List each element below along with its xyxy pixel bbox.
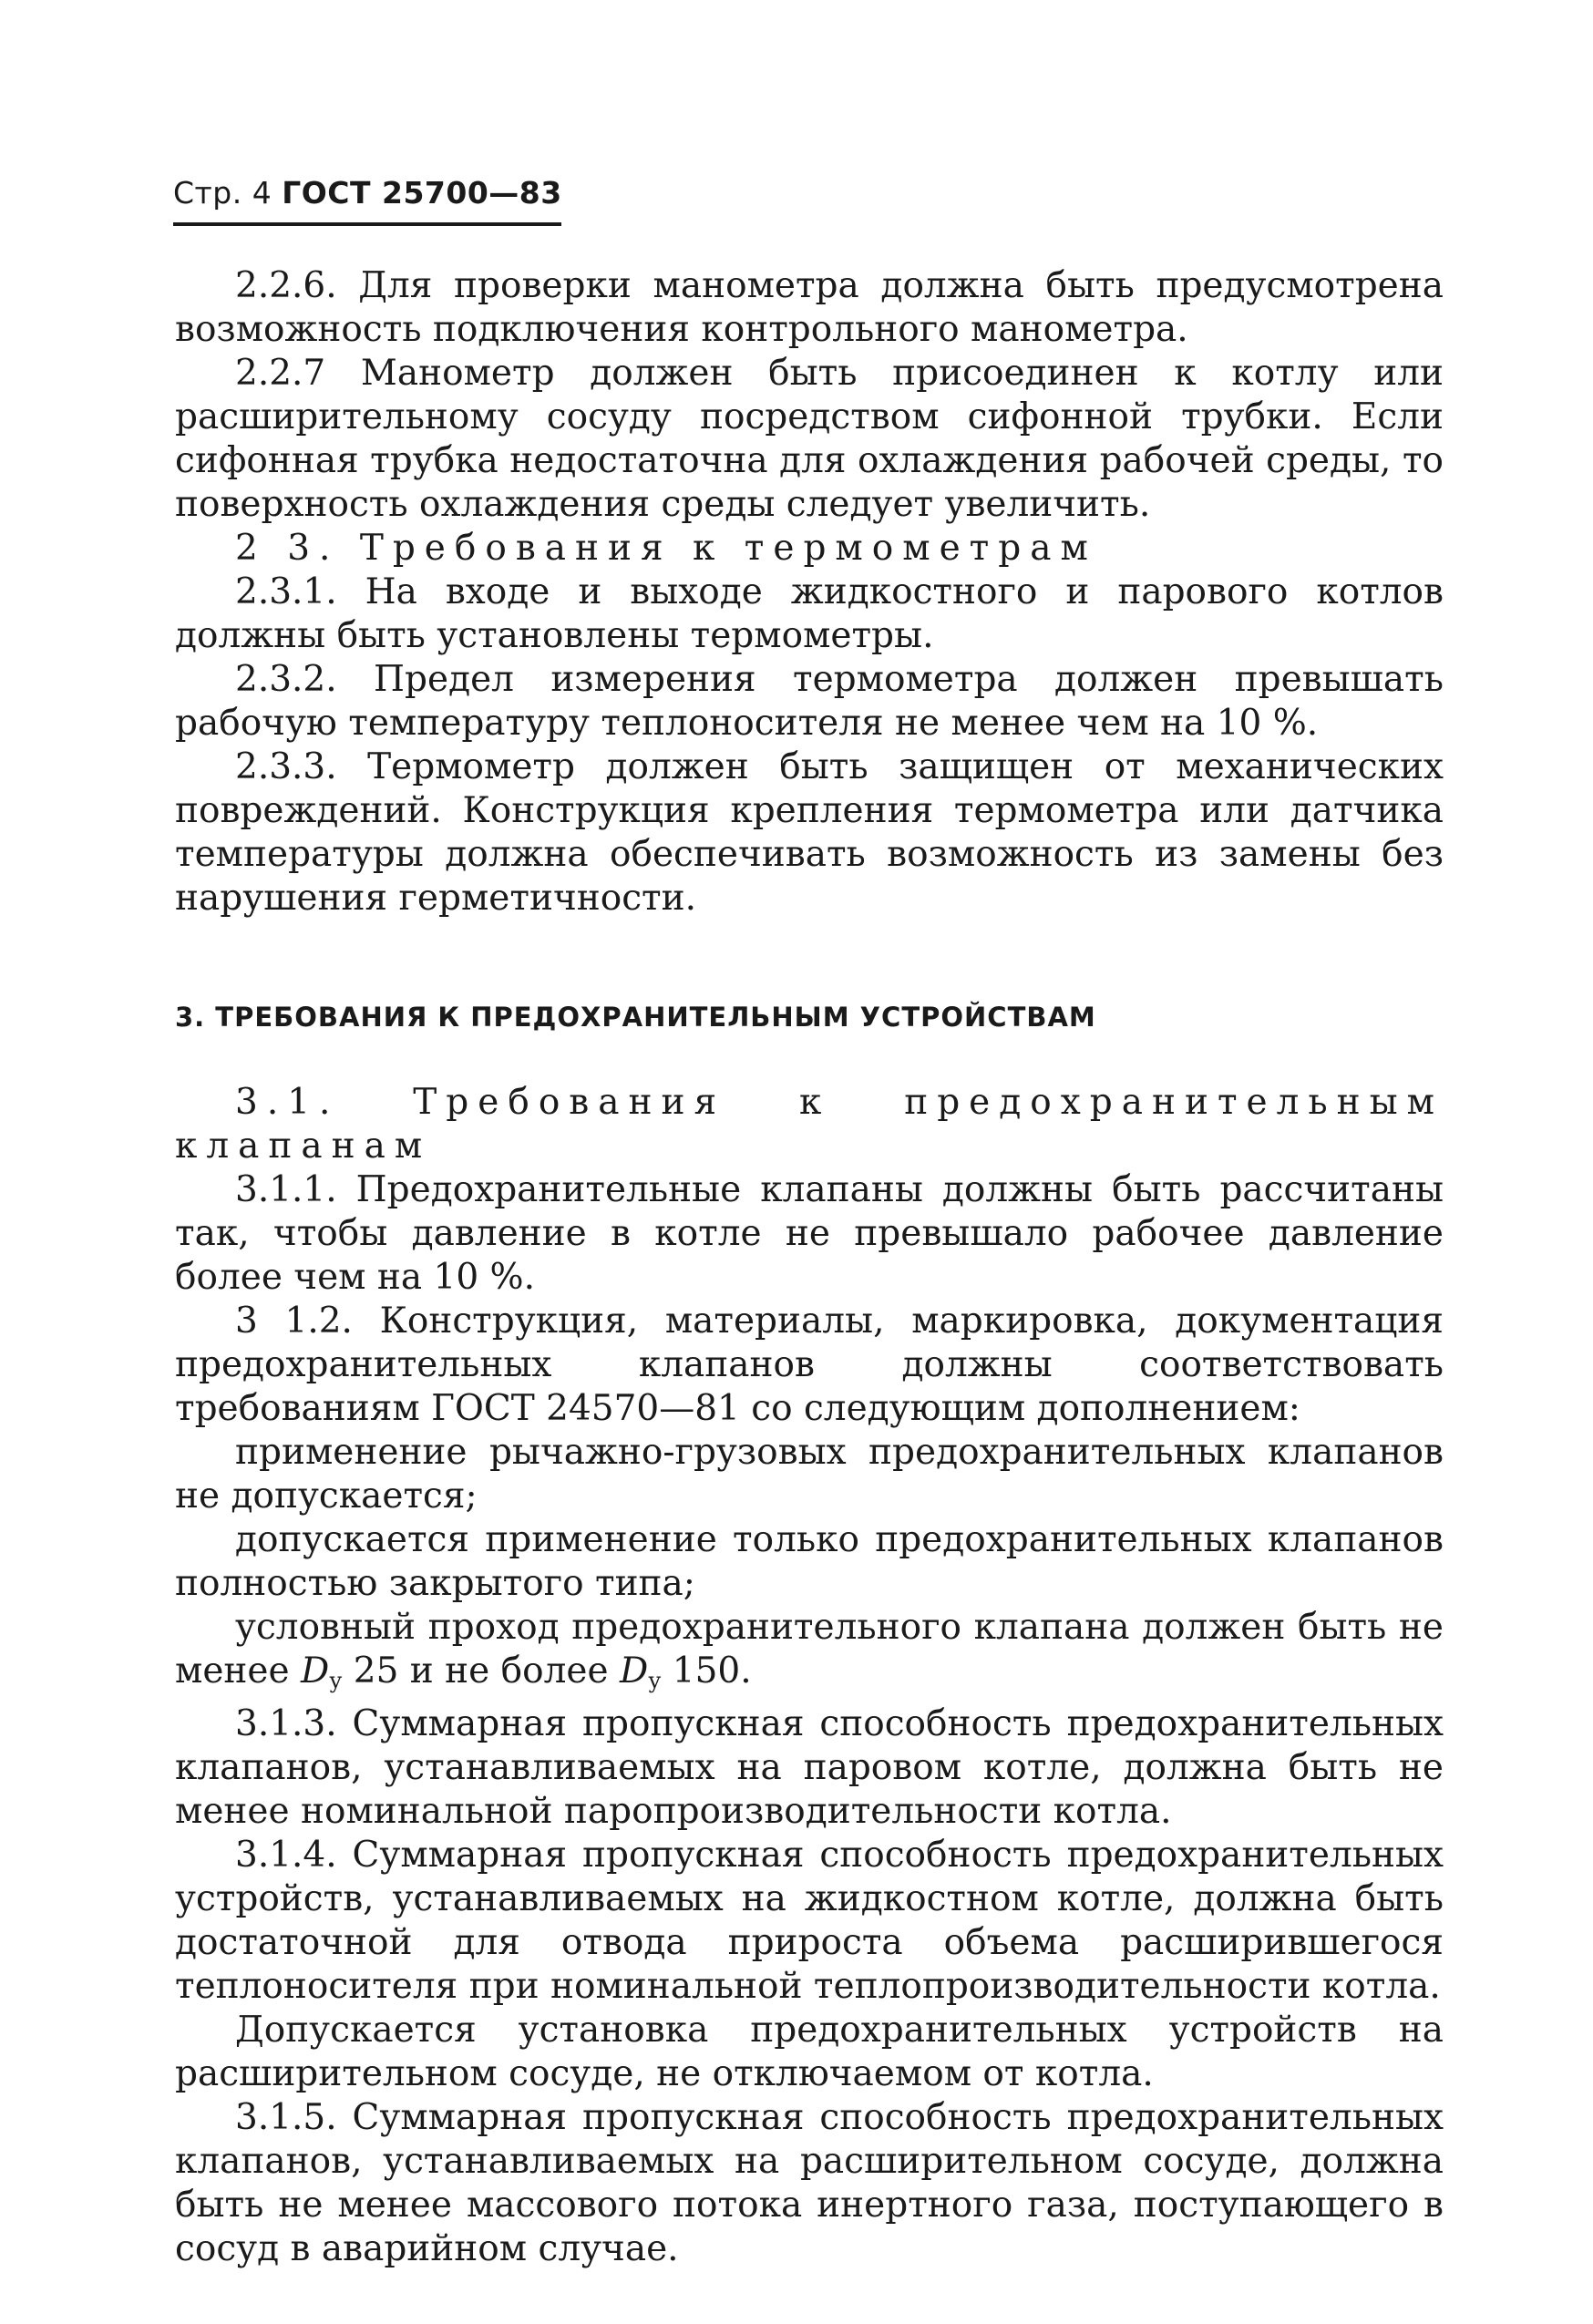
paragraph-3-1-4-addendum: Допускается установка предохранительных устройств на расширительном сосуде, не отключаемом от котла. xyxy=(175,2010,1444,2094)
paragraph-3-1-1: 3.1.1. Предохранительные клапаны должны быть рассчитаны так, чтобы давление в котле не превышало рабочее давление более чем на 10 %. xyxy=(175,1169,1444,1298)
running-head xyxy=(173,175,562,211)
paragraph-2-2-6: 2.2.6. Для проверки манометра должна быть предусмотрена возможность подключения контрольного манометра. xyxy=(175,265,1444,350)
paragraph-3-1-2: 3 1.2. Конструкция, материалы, маркировка, документация предохранительных клапанов должны соответствовать требованиям ГОСТ 24570—81 со следующим дополнением: xyxy=(175,1301,1444,1429)
item-c-text-3: 150. xyxy=(661,1650,752,1692)
subsection-heading-2-3: 2 3. Требования к термометрам xyxy=(235,528,1097,569)
item-c-text-2: 25 и не более xyxy=(342,1650,620,1692)
subsection-heading-3-1: 3.1. Требования к предохранительным клапанам xyxy=(175,1082,1444,1167)
nominal-diameter-subscript: у xyxy=(648,1668,662,1693)
page-number-label: Стр. 4 xyxy=(173,175,272,211)
paragraph-3-1-2-item-b: допускается применение только предохранительных клапанов полностью закрытого типа; xyxy=(175,1519,1444,1604)
paragraph-3-1-2-item-a: применение рычажно-грузовых предохранительных клапанов не допускается; xyxy=(175,1432,1444,1517)
nominal-diameter-symbol: D xyxy=(300,1650,330,1692)
paragraph-2-2-7: 2.2.7 Манометр должен быть присоединен к котлу или расширительному сосуду посредством сифонной трубки. Если сифонная трубка недостаточна для охлаждения рабочей среды, то поверхность охлаждения среды следует увеличить. xyxy=(175,353,1444,525)
nominal-diameter-subscript: у xyxy=(329,1668,343,1693)
paragraph-3-1-2-item-c xyxy=(175,1606,1444,1702)
header-rule xyxy=(173,222,561,226)
item-c-text-1: условный проход предохранительного клапана должен быть не менее xyxy=(175,1607,1444,1692)
nominal-diameter-symbol: D xyxy=(619,1650,649,1692)
document-body xyxy=(175,264,1444,2271)
paragraph-3-1-5: 3.1.5. Суммарная пропускная способность предохранительных клапанов, устанавливаемых на расширительном сосуде, должна быть не менее массового потока инертного газа, поступающего в сосуд в аварийном случае. xyxy=(175,2097,1444,2269)
paragraph-3-1-4: 3.1.4. Суммарная пропускная способность предохранительных устройств, устанавливаемых на жидкостном котле, должна быть достаточной для отвода прироста объема расширившегося теплоносителя при номинальной теплопроизводительности котла. xyxy=(175,1835,1444,2007)
paragraph-2-3-3: 2.3.3. Термометр должен быть защищен от механических повреждений. Конструкция крепления термометра или датчика температуры должна обеспечивать возможность из замены без нарушения герметичности. xyxy=(175,746,1444,919)
paragraph-2-3-2: 2.3.2. Предел измерения термометра должен превышать рабочую температуру теплоносителя не менее чем на 10 %. xyxy=(175,659,1444,744)
standard-designation: ГОСТ 25700—83 xyxy=(282,175,562,211)
section-3-title: 3. ТРЕБОВАНИЯ К ПРЕДОХРАНИТЕЛЬНЫМ УСТРОЙСТВАМ xyxy=(175,1002,1096,1033)
paragraph-3-1-3: 3.1.3. Суммарная пропускная способность предохранительных клапанов, устанавливаемых на паровом котле, должна быть не менее номинальной паропроизводительности котла. xyxy=(175,1703,1444,1832)
paragraph-2-3-1: 2.3.1. На входе и выходе жидкостного и парового котлов должны быть установлены термометры. xyxy=(175,571,1444,656)
